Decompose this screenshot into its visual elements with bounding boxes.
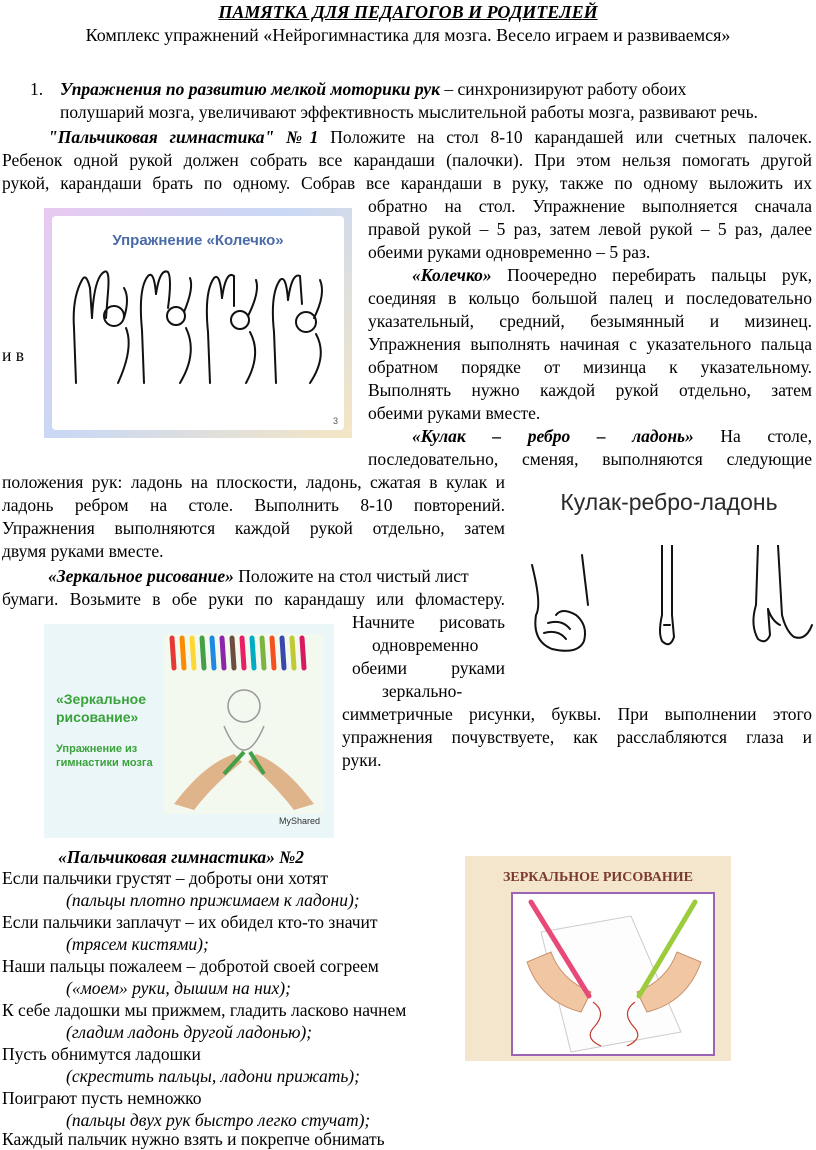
gym2-line-12: (пальцы двух рук быстро легко стучат);: [66, 1110, 371, 1130]
page-title: ПАМЯТКА ДЛЯ ПЕДАГОГОВ И РОДИТЕЛЕЙ: [218, 2, 598, 22]
mirror-slide-subtitle: Упражнение из гимнастики мозга: [56, 743, 153, 769]
mirror-drawing-slide-image: [44, 624, 334, 838]
gym2-line-8: (гладим ладонь другой ладонью);: [66, 1022, 313, 1042]
mirror-line-7: симметричные рисунки, буквы. При выполнении этого: [342, 704, 812, 724]
ring-hands-drawing: [64, 258, 334, 388]
mirror-line-4: одновременно: [372, 635, 479, 655]
gym1-line-5: правой рукой – 5 раз, затем левой рукой – 5 раз, далее: [368, 219, 812, 239]
mirror-line-3: Начните рисовать: [352, 612, 505, 632]
fist-line-3: положения рук: ладонь на плоскости, ладонь, сжатая в кулак и: [2, 472, 505, 492]
ring-line-2: соединяя в кольцо большой палец и последовательно: [368, 288, 812, 308]
gym1-title: "Пальчиковая гимнастика" №1: [48, 127, 319, 147]
gym2-title: «Пальчиковая гимнастика» №2: [58, 847, 304, 867]
gym2-line-10: (скрестить пальцы, ладони прижать);: [66, 1066, 360, 1086]
ring-exercise-image: [44, 208, 352, 438]
gym2-line-9: Пусть обнимутся ладошки: [2, 1044, 201, 1064]
gym2-line-6: («моем» руки, дышим на них);: [66, 978, 291, 998]
mirror-line-6: зеркально-: [382, 681, 463, 701]
mirror-title: «Зеркальное рисование»: [48, 566, 234, 586]
mirror-slide-drawing: [164, 634, 324, 814]
mirror-line-1: [48, 565, 469, 587]
gym1-text-1: Положите на стол 8-10 карандашей или счетных палочек.: [330, 127, 812, 147]
gym2-line-11: Поиграют пусть немножко: [2, 1088, 202, 1108]
section-heading-line: [60, 78, 686, 100]
section-text-1: – синхронизируют работу обоих: [439, 79, 687, 99]
mirror-poster-drawing: [511, 892, 715, 1056]
fist-line-4: ладонь ребром на столе. Выполнить 8-10 повторений.: [2, 495, 505, 515]
page-subtitle: Комплекс упражнений «Нейрогимнастика для мозга. Весело играем и развиваемся»: [85, 25, 731, 45]
gym1-line-2: Ребенок одной рукой должен собрать все карандаши (палочки). При этом нельзя помогать другой: [2, 150, 812, 170]
gym2-line-2: (пальцы плотно прижимаем к ладони);: [66, 890, 360, 910]
ring-line-1: [412, 264, 812, 286]
gym2-line-7: К себе ладошки мы прижмем, гладить ласково начнем: [2, 1000, 407, 1020]
fist-line-1: [412, 425, 812, 447]
gym2-line-13: Каждый пальчик нужно взять и покрепче обнимать: [2, 1129, 385, 1149]
fist-title: «Кулак – ребро – ладонь»: [412, 426, 694, 446]
mirror-drawing-poster-image: [465, 856, 731, 1061]
mirror-text-1: Положите на стол чистый лист: [238, 566, 469, 586]
ring-line-5-left: и в: [2, 345, 25, 365]
ring-line-3: указательный, средний, безымянный и мизинец.: [368, 311, 812, 331]
fist-hands-drawing: [522, 545, 816, 675]
gym1-line-3: рукой, карандаши брать по одному. Собрав все карандаши в руку, также по одному выложить их: [2, 173, 812, 193]
fist-image-title: Кулак-ребро-ладонь: [560, 489, 778, 515]
ring-text-1: Поочередно перебирать пальцы рук,: [507, 265, 812, 285]
mirror-poster-title: ЗЕРКАЛЬНОЕ РИСОВАНИЕ: [503, 870, 693, 885]
section-text-2: полушарий мозга, увеличивают эффективность мыслительной работы мозга, развивают речь.: [60, 102, 758, 122]
fist-line-6: двумя руками вместе.: [2, 541, 164, 561]
gym2-line-3: Если пальчики заплачут – их обидел кто-то значит: [2, 912, 378, 932]
ring-line-5: обратном порядке от мизинца к указательному.: [368, 357, 812, 377]
fist-line-5: Упражнения выполняются каждой рукой отдельно, затем: [2, 518, 505, 538]
mirror-slide-brand: MyShared: [278, 816, 320, 826]
mirror-slide-title: «Зеркальное рисование»: [56, 691, 146, 725]
ring-line-4: Упражнения выполнять начиная с указательного пальца: [368, 334, 812, 354]
gym2-line-5: Наши пальцы пожалеем – добротой своей согреем: [2, 956, 379, 976]
section-number: 1.: [30, 79, 44, 99]
ring-line-6: Выполнять нужно каждой рукой отдельно, затем: [368, 380, 812, 400]
gym1-line-1: [48, 126, 812, 148]
gym1-line-4: обратно на стол. Упражнение выполняется сначала: [368, 196, 812, 216]
mirror-line-9: руки.: [342, 750, 382, 770]
ring-image-page: 3: [332, 416, 338, 426]
fist-edge-palm-image: [522, 475, 816, 680]
ring-title: «Колечко»: [412, 265, 492, 285]
gym2-line-4: (трясем кистями);: [66, 934, 209, 954]
ring-image-title: Упражнение «Колечко»: [112, 232, 284, 249]
ring-line-7: обеими руками вместе.: [368, 403, 541, 423]
mirror-line-5: обеими руками: [352, 658, 505, 678]
mirror-line-2: бумаги. Возьмите в обе руки по карандашу или фломастеру.: [2, 589, 505, 609]
gym1-line-6: обеими руками одновременно – 5 раз.: [368, 242, 651, 262]
gym2-line-1: Если пальчики грустят – доброты они хотят: [2, 868, 329, 888]
section-heading: Упражнения по развитию мелкой моторики рук: [60, 79, 440, 99]
mirror-line-8: упражнения почувствуете, как расслабляются глаза и: [342, 727, 812, 747]
fist-line-2: последовательно, сменяя, выполняются следующие: [368, 449, 812, 469]
fist-text-1: На столе,: [720, 426, 813, 446]
